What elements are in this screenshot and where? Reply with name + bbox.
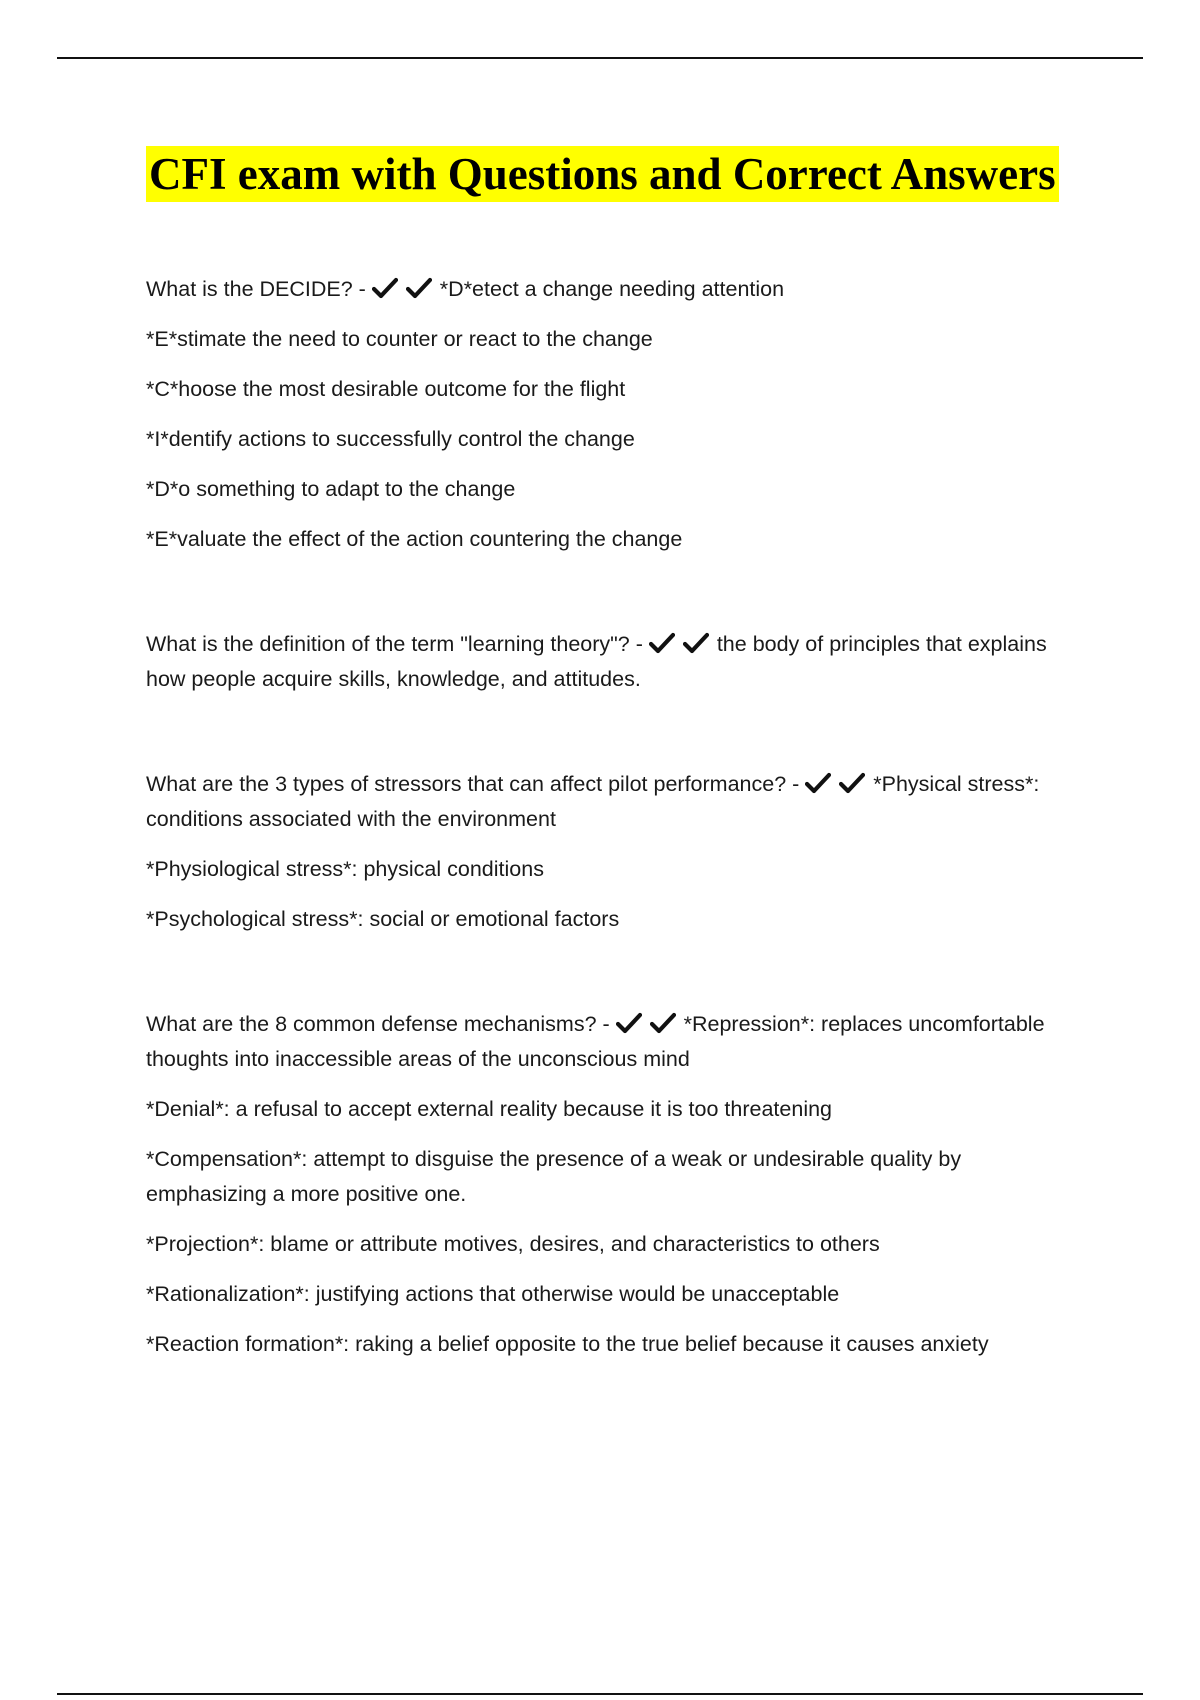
answer-line: *D*o something to adapt to the change [146,477,516,501]
checkmark-icon [649,632,677,654]
question-text: What is the definition of the term "learning theory"? - [146,632,643,656]
answer-line: *I*dentify actions to successfully control the change [146,427,635,451]
question-line [146,627,1086,697]
answer-text: the body of principles that explains how people acquire skills, knowledge, and attitudes. [146,632,1047,691]
checkmark-icon [616,1012,644,1034]
checkmark-icon [683,632,711,654]
checkmark-icon [406,277,434,299]
checkmark-icon [372,277,400,299]
answer-line: *E*valuate the effect of the action countering the change [146,527,683,551]
checkmark-icon [839,772,867,794]
qa-content [146,272,1086,1362]
checkmark-icon [805,772,833,794]
bottom-rule [57,1693,1143,1695]
answer-text: *Repression*: replaces uncomfortable thoughts into inaccessible areas of the unconscious mind [146,1012,1045,1071]
qa-item [146,272,1086,557]
checkmark-icon [650,1012,678,1034]
document-title: CFI exam with Questions and Correct Answers [146,146,1059,202]
answer-line: *Psychological stress*: social or emotional factors [146,907,620,931]
qa-item [146,1007,1086,1362]
answer-line: *Denial*: a refusal to accept external reality because it is too threatening [146,1097,833,1121]
question-text: What are the 3 types of stressors that can affect pilot performance? - [146,772,800,796]
answer-text: *D*etect a change needing attention [439,277,785,301]
answer-text: *Physical stress*: conditions associated with the environment [146,772,1040,831]
answer-line: *Compensation*: attempt to disguise the presence of a weak or undesirable quality by emphasizing a more positive one. [146,1147,962,1206]
title-block [146,146,1059,202]
answer-line: *Projection*: blame or attribute motives, desires, and characteristics to others [146,1232,880,1256]
answer-line: *Rationalization*: justifying actions that otherwise would be unacceptable [146,1282,840,1306]
question-text: What are the 8 common defense mechanisms? - [146,1012,610,1036]
top-rule [57,57,1143,59]
question-text: What is the DECIDE? - [146,277,366,301]
answer-line: *Reaction formation*: raking a belief opposite to the true belief because it causes anxiety [146,1332,989,1356]
qa-item [146,767,1086,937]
answer-line: *E*stimate the need to counter or react to the change [146,327,653,351]
qa-item [146,627,1086,697]
question-line [146,767,1086,837]
question-line [146,272,1086,307]
answer-line: *Physiological stress*: physical conditions [146,857,544,881]
answer-line: *C*hoose the most desirable outcome for the flight [146,377,626,401]
question-line [146,1007,1086,1077]
